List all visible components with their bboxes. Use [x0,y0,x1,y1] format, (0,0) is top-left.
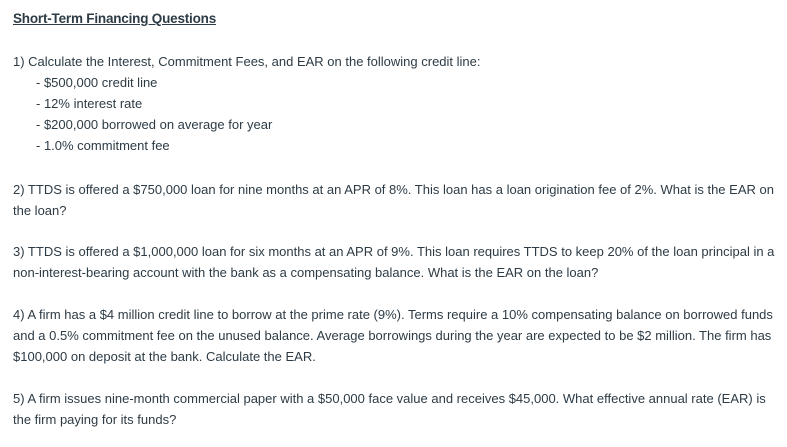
question-5-text: 5) A firm issues nine-month commercial paper with a $50,000 face value and receives $45,000. What effective annual rate (EAR) is the firm paying for its funds? [13,391,766,427]
title-trailing-underline [216,9,220,29]
question-1 [13,51,775,156]
question-4-text: 4) A firm has a $4 million credit line to borrow at the prime rate (9%). Terms require a 10% compensating balance on borrowed funds and a 0.5% commitment fee on the unused balance. Average borrowings during the year are expected to be $2 million. The firm has $100,000 on deposit at the bank. Calculate the EAR. [13,307,773,364]
list-item: - 12% interest rate [36,96,143,111]
document-body [13,9,775,430]
question-1-text: 1) Calculate the Interest, Commitment Fees, and EAR on the following credit line: [13,54,481,69]
question-2-text: 2) TTDS is offered a $750,000 loan for nine months at an APR of 8%. This loan has a loan origination fee of 2%. What is the EAR on the loan? [13,182,774,218]
question-1-bullet-list [13,72,775,156]
page-title [13,9,775,29]
question-3-text: 3) TTDS is offered a $1,000,000 loan for six months at an APR of 9%. This loan requires TTDS to keep 20% of the loan principal in a non-interest-bearing account with the bank as a compensating balance. What is the EAR on the loan? [13,244,775,280]
list-item: - $500,000 credit line [36,75,158,90]
list-item: - $200,000 borrowed on average for year [36,117,273,132]
page-title-text: Short-Term Financing Questions [13,11,217,26]
list-item: - 1.0% commitment fee [36,138,170,153]
